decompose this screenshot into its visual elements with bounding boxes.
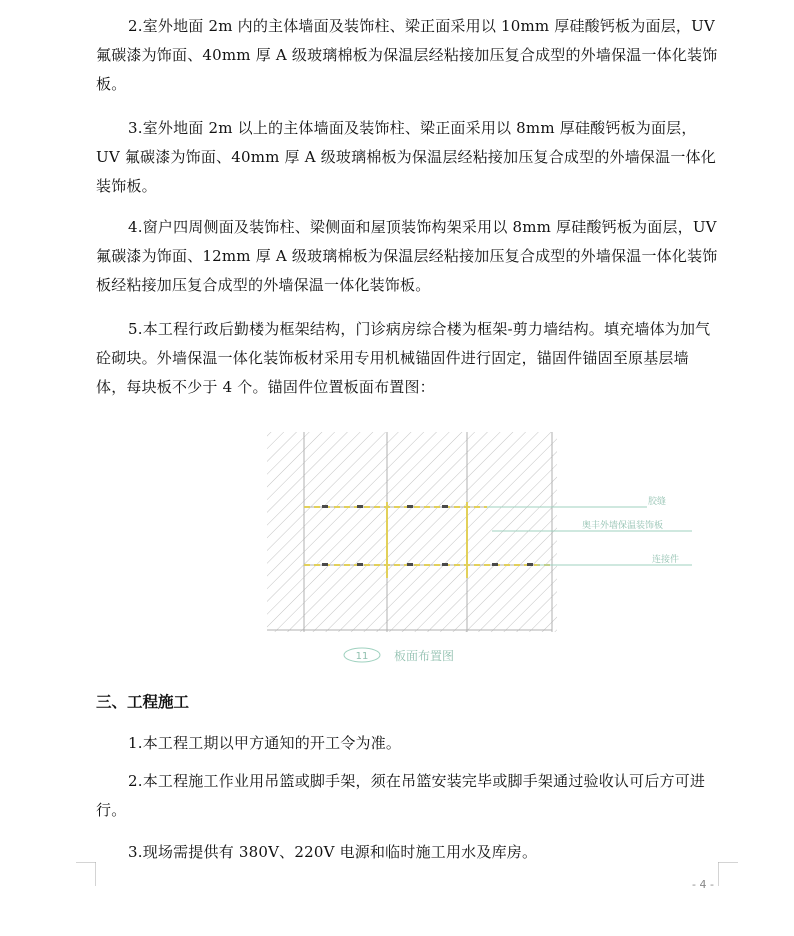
- label-connector: 连接件: [652, 555, 680, 565]
- caption-text: 板面布置图: [394, 649, 455, 663]
- hatched-wall-area: [267, 432, 557, 632]
- page-corner-mark-right: [718, 862, 738, 886]
- section3-item-3: 3.现场需提供有 380V、220V 电源和临时施工用水及库房。: [128, 843, 538, 861]
- paragraph-2: 2.室外地面 2m 内的主体墙面及装饰柱、梁正面采用以 10mm 厚硅酸钙板为面层，UV 氟碳漆为饰面、40mm 厚 A 级玻璃棉板为保温层经粘接加压复合成型的外墙保温一体化装饰板。: [96, 17, 718, 93]
- panel-layout-figure: [262, 428, 702, 668]
- caption-number: 11: [355, 651, 369, 662]
- section3-item-1: 1.本工程工期以甲方通知的开工令为准。: [128, 734, 402, 752]
- paragraph-3: 3.室外地面 2m 以上的主体墙面及装饰柱、梁正面采用以 8mm 厚硅酸钙板为面层，UV 氟碳漆为饰面、40mm 厚 A 级玻璃棉板为保温层经粘接加压复合成型的外墙保温一体化装饰板。: [96, 119, 716, 195]
- paragraph-4: 4.窗户四周侧面及装饰柱、梁侧面和屋顶装饰构架采用以 8mm 厚硅酸钙板为面层，UV 氟碳漆为饰面、12mm 厚 A 级玻璃棉板为保温层经粘接加压复合成型的外墙保温一体化装饰板经粘接加压复合成型的外墙保温一体化装饰板。: [96, 218, 718, 294]
- label-panel: 奥丰外墙保温装饰板: [582, 521, 664, 531]
- section-heading: 三、工程施工: [96, 693, 190, 711]
- page-number: - 4 -: [692, 878, 714, 891]
- page-corner-mark-left: [76, 862, 96, 886]
- section3-item-2: 2.本工程施工作业用吊篮或脚手架，须在吊篮安装完毕或脚手架通过验收认可后方可进行。: [96, 772, 706, 819]
- figure-caption: [344, 648, 454, 663]
- label-seam: 胶缝: [648, 497, 667, 507]
- paragraph-5: 5.本工程行政后勤楼为框架结构，门诊病房综合楼为框架-剪力墙结构。填充墙体为加气砼砌块。外墙保温一体化装饰板材采用专用机械锚固件进行固定，锚固件锚固至原基层墙体，每块板不少于 4 个。锚固件位置板面布置图：: [96, 320, 711, 396]
